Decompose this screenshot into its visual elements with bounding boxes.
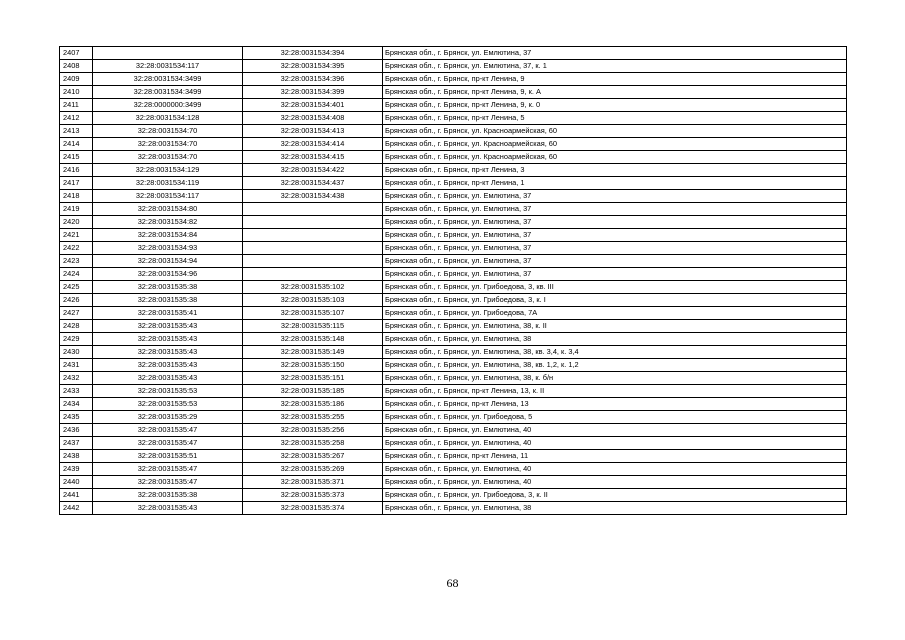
new-cadastral-number-cell: 32:28:0031534:438	[243, 190, 383, 203]
row-number-cell: 2437	[60, 437, 93, 450]
address-cell: Брянская обл., г. Брянск, ул. Емлютина, 38, к. II	[383, 320, 847, 333]
old-cadastral-number-cell: 32:28:0031534:3499	[93, 73, 243, 86]
row-number-cell: 2422	[60, 242, 93, 255]
row-number-cell: 2440	[60, 476, 93, 489]
row-number-cell: 2415	[60, 151, 93, 164]
address-cell: Брянская обл., г. Брянск, ул. Красноармейская, 60	[383, 125, 847, 138]
table-row	[60, 112, 847, 125]
new-cadastral-number-cell: 32:28:0031535:267	[243, 450, 383, 463]
address-cell: Брянская обл., г. Брянск, ул. Грибоедова, 3, к. II	[383, 489, 847, 502]
address-cell: Брянская обл., г. Брянск, пр-кт Ленина, 3	[383, 164, 847, 177]
old-cadastral-number-cell: 32:28:0031535:38	[93, 489, 243, 502]
table-row	[60, 99, 847, 112]
old-cadastral-number-cell: 32:28:0031535:53	[93, 385, 243, 398]
old-cadastral-number-cell: 32:28:0031534:117	[93, 190, 243, 203]
new-cadastral-number-cell: 32:28:0031534:414	[243, 138, 383, 151]
old-cadastral-number-cell: 32:28:0031535:41	[93, 307, 243, 320]
row-number-cell: 2419	[60, 203, 93, 216]
table-row	[60, 333, 847, 346]
old-cadastral-number-cell: 32:28:0031535:43	[93, 320, 243, 333]
old-cadastral-number-cell: 32:28:0031534:70	[93, 125, 243, 138]
table-row	[60, 450, 847, 463]
row-number-cell: 2432	[60, 372, 93, 385]
new-cadastral-number-cell: 32:28:0031534:396	[243, 73, 383, 86]
row-number-cell: 2408	[60, 60, 93, 73]
address-cell: Брянская обл., г. Брянск, пр-кт Ленина, 1	[383, 177, 847, 190]
row-number-cell: 2410	[60, 86, 93, 99]
address-cell: Брянская обл., г. Брянск, ул. Красноармейская, 60	[383, 138, 847, 151]
new-cadastral-number-cell: 32:28:0031535:151	[243, 372, 383, 385]
address-cell: Брянская обл., г. Брянск, ул. Емлютина, 40	[383, 437, 847, 450]
old-cadastral-number-cell: 32:28:0031535:43	[93, 333, 243, 346]
old-cadastral-number-cell: 32:28:0031534:82	[93, 216, 243, 229]
address-cell: Брянская обл., г. Брянск, пр-кт Ленина, 13	[383, 398, 847, 411]
row-number-cell: 2411	[60, 99, 93, 112]
table-row	[60, 255, 847, 268]
row-number-cell: 2418	[60, 190, 93, 203]
row-number-cell: 2434	[60, 398, 93, 411]
old-cadastral-number-cell: 32:28:0031535:38	[93, 294, 243, 307]
address-cell: Брянская обл., г. Брянск, ул. Емлютина, 40	[383, 476, 847, 489]
new-cadastral-number-cell: 32:28:0031534:401	[243, 99, 383, 112]
old-cadastral-number-cell: 32:28:0031534:93	[93, 242, 243, 255]
old-cadastral-number-cell: 32:28:0031535:47	[93, 437, 243, 450]
row-number-cell: 2426	[60, 294, 93, 307]
old-cadastral-number-cell: 32:28:0031535:38	[93, 281, 243, 294]
address-cell: Брянская обл., г. Брянск, ул. Емлютина, 37, к. 1	[383, 60, 847, 73]
row-number-cell: 2424	[60, 268, 93, 281]
old-cadastral-number-cell: 32:28:0031535:43	[93, 359, 243, 372]
table-row	[60, 203, 847, 216]
new-cadastral-number-cell: 32:28:0031534:437	[243, 177, 383, 190]
table-row	[60, 190, 847, 203]
new-cadastral-number-cell: 32:28:0031535:269	[243, 463, 383, 476]
old-cadastral-number-cell: 32:28:0031534:70	[93, 151, 243, 164]
new-cadastral-number-cell: 32:28:0031535:115	[243, 320, 383, 333]
address-cell: Брянская обл., г. Брянск, ул. Емлютина, 38	[383, 333, 847, 346]
old-cadastral-number-cell: 32:28:0031534:96	[93, 268, 243, 281]
row-number-cell: 2441	[60, 489, 93, 502]
table-row	[60, 320, 847, 333]
table-row	[60, 398, 847, 411]
old-cadastral-number-cell	[93, 47, 243, 60]
registry-table	[59, 46, 847, 515]
new-cadastral-number-cell	[243, 268, 383, 281]
old-cadastral-number-cell: 32:28:0031535:53	[93, 398, 243, 411]
table-row	[60, 463, 847, 476]
address-cell: Брянская обл., г. Брянск, пр-кт Ленина, 9	[383, 73, 847, 86]
page-number: 68	[446, 576, 459, 590]
new-cadastral-number-cell	[243, 255, 383, 268]
new-cadastral-number-cell: 32:28:0031535:150	[243, 359, 383, 372]
address-cell: Брянская обл., г. Брянск, ул. Емлютина, 37	[383, 255, 847, 268]
old-cadastral-number-cell: 32:28:0031534:129	[93, 164, 243, 177]
row-number-cell: 2417	[60, 177, 93, 190]
table-row	[60, 281, 847, 294]
table-row	[60, 411, 847, 424]
old-cadastral-number-cell: 32:28:0031535:43	[93, 346, 243, 359]
address-cell: Брянская обл., г. Брянск, ул. Емлютина, 38, кв. 3,4, к. 3,4	[383, 346, 847, 359]
row-number-cell: 2428	[60, 320, 93, 333]
address-cell: Брянская обл., г. Брянск, пр-кт Ленина, 13, к. II	[383, 385, 847, 398]
new-cadastral-number-cell: 32:28:0031534:408	[243, 112, 383, 125]
table-row	[60, 177, 847, 190]
address-cell: Брянская обл., г. Брянск, ул. Емлютина, 37	[383, 216, 847, 229]
old-cadastral-number-cell: 32:28:0031534:94	[93, 255, 243, 268]
address-cell: Брянская обл., г. Брянск, ул. Емлютина, 38, кв. 1,2, к. 1,2	[383, 359, 847, 372]
old-cadastral-number-cell: 32:28:0031534:84	[93, 229, 243, 242]
new-cadastral-number-cell: 32:28:0031535:107	[243, 307, 383, 320]
row-number-cell: 2431	[60, 359, 93, 372]
row-number-cell: 2433	[60, 385, 93, 398]
table-row	[60, 47, 847, 60]
address-cell: Брянская обл., г. Брянск, ул. Грибоедова, 5	[383, 411, 847, 424]
address-cell: Брянская обл., г. Брянск, пр-кт Ленина, 11	[383, 450, 847, 463]
table-row	[60, 294, 847, 307]
row-number-cell: 2430	[60, 346, 93, 359]
address-cell: Брянская обл., г. Брянск, ул. Емлютина, 37	[383, 190, 847, 203]
new-cadastral-number-cell: 32:28:0031535:185	[243, 385, 383, 398]
registry-table-body	[60, 47, 847, 515]
address-cell: Брянская обл., г. Брянск, ул. Емлютина, 38	[383, 502, 847, 515]
table-row	[60, 86, 847, 99]
old-cadastral-number-cell: 32:28:0031535:43	[93, 502, 243, 515]
new-cadastral-number-cell: 32:28:0031534:395	[243, 60, 383, 73]
row-number-cell: 2425	[60, 281, 93, 294]
new-cadastral-number-cell: 32:28:0031534:422	[243, 164, 383, 177]
old-cadastral-number-cell: 32:28:0031534:128	[93, 112, 243, 125]
old-cadastral-number-cell: 32:28:0031534:117	[93, 60, 243, 73]
old-cadastral-number-cell: 32:28:0031535:47	[93, 463, 243, 476]
new-cadastral-number-cell	[243, 229, 383, 242]
new-cadastral-number-cell: 32:28:0031535:374	[243, 502, 383, 515]
address-cell: Брянская обл., г. Брянск, ул. Красноармейская, 60	[383, 151, 847, 164]
table-row	[60, 242, 847, 255]
address-cell: Брянская обл., г. Брянск, пр-кт Ленина, 9, к. А	[383, 86, 847, 99]
new-cadastral-number-cell: 32:28:0031535:148	[243, 333, 383, 346]
row-number-cell: 2413	[60, 125, 93, 138]
address-cell: Брянская обл., г. Брянск, ул. Емлютина, 37	[383, 229, 847, 242]
new-cadastral-number-cell: 32:28:0031535:256	[243, 424, 383, 437]
table-row	[60, 229, 847, 242]
new-cadastral-number-cell: 32:28:0031535:371	[243, 476, 383, 489]
new-cadastral-number-cell: 32:28:0031535:103	[243, 294, 383, 307]
new-cadastral-number-cell	[243, 216, 383, 229]
new-cadastral-number-cell: 32:28:0031534:415	[243, 151, 383, 164]
table-row	[60, 424, 847, 437]
row-number-cell: 2409	[60, 73, 93, 86]
old-cadastral-number-cell: 32:28:0031534:80	[93, 203, 243, 216]
address-cell: Брянская обл., г. Брянск, ул. Емлютина, 37	[383, 268, 847, 281]
row-number-cell: 2423	[60, 255, 93, 268]
table-row	[60, 476, 847, 489]
row-number-cell: 2414	[60, 138, 93, 151]
address-cell: Брянская обл., г. Брянск, ул. Емлютина, 37	[383, 203, 847, 216]
row-number-cell: 2436	[60, 424, 93, 437]
row-number-cell: 2412	[60, 112, 93, 125]
new-cadastral-number-cell: 32:28:0031535:149	[243, 346, 383, 359]
new-cadastral-number-cell: 32:28:0031535:373	[243, 489, 383, 502]
new-cadastral-number-cell: 32:28:0031535:102	[243, 281, 383, 294]
new-cadastral-number-cell	[243, 203, 383, 216]
table-row	[60, 489, 847, 502]
new-cadastral-number-cell: 32:28:0031535:255	[243, 411, 383, 424]
table-row	[60, 359, 847, 372]
address-cell: Брянская обл., г. Брянск, ул. Емлютина, 38, к. б/н	[383, 372, 847, 385]
old-cadastral-number-cell: 32:28:0031535:43	[93, 372, 243, 385]
table-row	[60, 372, 847, 385]
table-row	[60, 216, 847, 229]
address-cell: Брянская обл., г. Брянск, ул. Грибоедова, 3, к. I	[383, 294, 847, 307]
row-number-cell: 2407	[60, 47, 93, 60]
new-cadastral-number-cell: 32:28:0031535:186	[243, 398, 383, 411]
address-cell: Брянская обл., г. Брянск, ул. Емлютина, 40	[383, 424, 847, 437]
new-cadastral-number-cell: 32:28:0031535:258	[243, 437, 383, 450]
table-row	[60, 268, 847, 281]
row-number-cell: 2442	[60, 502, 93, 515]
new-cadastral-number-cell: 32:28:0031534:394	[243, 47, 383, 60]
old-cadastral-number-cell: 32:28:0031535:29	[93, 411, 243, 424]
table-row	[60, 125, 847, 138]
address-cell: Брянская обл., г. Брянск, ул. Грибоедова, 3, кв. III	[383, 281, 847, 294]
row-number-cell: 2438	[60, 450, 93, 463]
new-cadastral-number-cell: 32:28:0031534:413	[243, 125, 383, 138]
table-row	[60, 502, 847, 515]
table-row	[60, 73, 847, 86]
table-row	[60, 307, 847, 320]
row-number-cell: 2420	[60, 216, 93, 229]
row-number-cell: 2429	[60, 333, 93, 346]
table-row	[60, 60, 847, 73]
address-cell: Брянская обл., г. Брянск, пр-кт Ленина, 9, к. 0	[383, 99, 847, 112]
old-cadastral-number-cell: 32:28:0031534:3499	[93, 86, 243, 99]
table-row	[60, 346, 847, 359]
row-number-cell: 2427	[60, 307, 93, 320]
table-row	[60, 151, 847, 164]
table-row	[60, 385, 847, 398]
address-cell: Брянская обл., г. Брянск, ул. Емлютина, 37	[383, 47, 847, 60]
old-cadastral-number-cell: 32:28:0031535:47	[93, 424, 243, 437]
address-cell: Брянская обл., г. Брянск, ул. Грибоедова, 7А	[383, 307, 847, 320]
table-row	[60, 138, 847, 151]
row-number-cell: 2416	[60, 164, 93, 177]
address-cell: Брянская обл., г. Брянск, ул. Емлютина, 37	[383, 242, 847, 255]
new-cadastral-number-cell	[243, 242, 383, 255]
old-cadastral-number-cell: 32:28:0031535:51	[93, 450, 243, 463]
old-cadastral-number-cell: 32:28:0031534:70	[93, 138, 243, 151]
table-row	[60, 164, 847, 177]
address-cell: Брянская обл., г. Брянск, ул. Емлютина, 40	[383, 463, 847, 476]
old-cadastral-number-cell: 32:28:0031535:47	[93, 476, 243, 489]
table-row	[60, 437, 847, 450]
row-number-cell: 2439	[60, 463, 93, 476]
new-cadastral-number-cell: 32:28:0031534:399	[243, 86, 383, 99]
row-number-cell: 2421	[60, 229, 93, 242]
address-cell: Брянская обл., г. Брянск, пр-кт Ленина, 5	[383, 112, 847, 125]
old-cadastral-number-cell: 32:28:0031534:119	[93, 177, 243, 190]
row-number-cell: 2435	[60, 411, 93, 424]
old-cadastral-number-cell: 32:28:0000000:3499	[93, 99, 243, 112]
